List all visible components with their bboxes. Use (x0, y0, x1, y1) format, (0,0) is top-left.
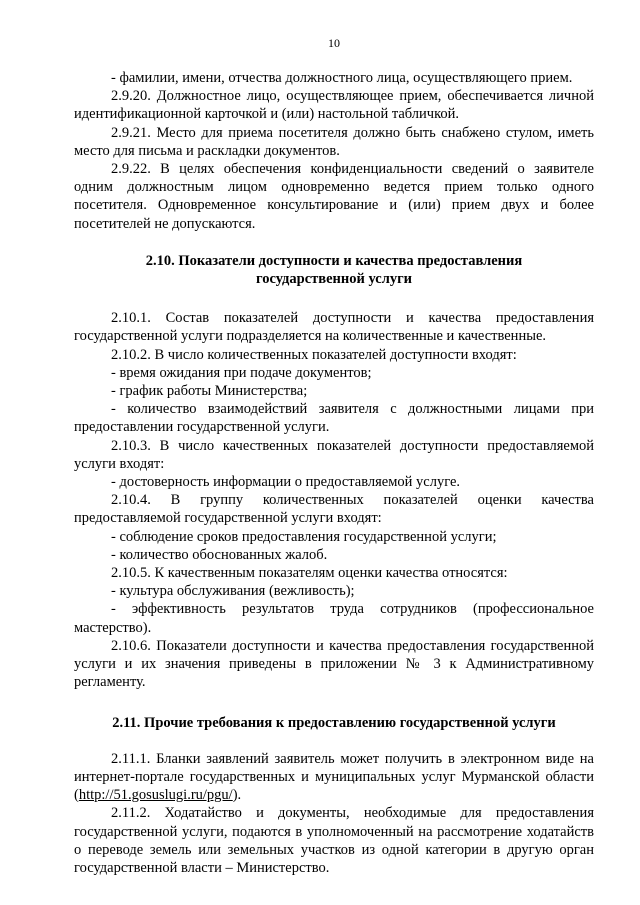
section-heading-2-10: 2.10. Показатели доступности и качества предоставления государственной услуги (145, 252, 523, 288)
section-heading-2-11: 2.11. Прочие требования к предоставлению государственной услуги (112, 714, 556, 731)
paragraph: 2.10.4. В группу количественных показателей оценки качества предоставляемой государственной услуги входят: (74, 492, 594, 527)
paragraph: 2.9.22. В целях обеспечения конфиденциальности сведений о заявителе одним должностным лицом одновременно ведется прием только одного посетителя. Одновременное консультирование и (или) прием двух и более посетителей не допускаются. (74, 161, 594, 232)
list-item: - соблюдение сроков предоставления государственной услуги; (111, 528, 497, 545)
paragraph: 2.10.6. Показатели доступности и качества предоставления государственной услуги и их значения приведены в приложении № 3 к Административному регламенту. (74, 637, 594, 691)
paragraph: 2.11.2. Ходатайство и документы, необходимые для предоставления государственной услуги, подаются в уполномоченный на рассмотрение ходатайств о переводе земель или земельных участков из одной категории в другую орган государственной власти – Министерство. (74, 805, 594, 876)
list-item: - эффективность результатов труда сотрудников (профессиональное мастерство). (74, 601, 594, 636)
paragraph: 2.10.2. В число количественных показателей доступности входят: (111, 346, 517, 363)
paragraph (74, 750, 594, 805)
paragraph-text: 2.11.1. Бланки заявлений заявитель может получить в электронном виде на интернет-портале государственных и муниципальных услуг Мурманской области ( (74, 750, 594, 804)
list-item: - культура обслуживания (вежливость); (111, 583, 355, 600)
paragraph-text-end: ). (232, 787, 242, 804)
list-item: - количество взаимодействий заявителя с должностными лицами при предоставлении государственной услуги. (74, 401, 594, 436)
paragraph: - фамилии, имени, отчества должностного лица, осуществляющего прием. (111, 70, 573, 86)
list-item: - достоверность информации о предоставляемой услуге. (111, 474, 461, 491)
paragraph: 2.10.5. К качественным показателям оценки качества относятся: (111, 565, 508, 582)
paragraph: 2.9.21. Место для приема посетителя должно быть снабжено стулом, иметь место для письма и раскладки документов. (74, 124, 594, 159)
list-item: - график работы Министерства; (111, 383, 308, 400)
paragraph: 2.10.3. В число качественных показателей доступности предоставляемой услуги входят: (74, 437, 594, 472)
paragraph: 2.9.20. Должностное лицо, осуществляющее прием, обеспечивается личной идентификационной карточкой и (или) настольной табличкой. (74, 88, 594, 123)
gosuslugi-link[interactable]: http://51.gosuslugi.ru/pgu/ (78, 787, 233, 804)
paragraph: 2.10.1. Состав показателей доступности и качества предоставления государственной услуги подразделяется на количественные и качественные. (74, 310, 594, 345)
list-item: - время ожидания при подаче документов; (111, 364, 372, 381)
page-number: 10 (328, 36, 340, 50)
list-item: - количество обоснованных жалоб. (111, 546, 328, 563)
